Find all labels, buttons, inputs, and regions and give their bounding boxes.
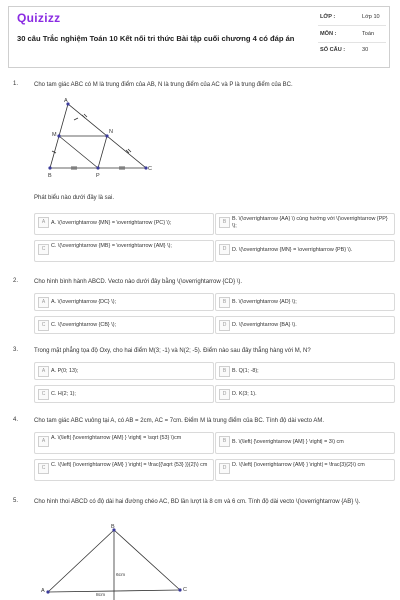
option-text: D. \(\left| {\overrightarrow {AM} } \right| = \frac{3}{2}\) cm	[232, 462, 365, 468]
answer-option-b[interactable]	[215, 213, 395, 235]
option-text: C. H(2; 1);	[51, 391, 76, 397]
meta-divider	[318, 42, 386, 43]
question-text: Cho hình thoi ABCD có độ dài hai đường chéo AC, BD lần lượt là 8 cm và 6 cm. Tính độ dài vecto \(\overrightarrow {AB} \).	[34, 499, 361, 505]
question-prompt: Phát biểu nào dưới đây là sai.	[34, 195, 115, 201]
question-text: Cho tam giác ABC có M là trung điểm của AB, N là trung điểm của AC và P là trung điểm của BC.	[34, 82, 293, 88]
option-text: C. \(\overrightarrow {MB} = \overrightarrow {AM} \);	[51, 243, 172, 249]
answer-option-c[interactable]	[34, 240, 214, 262]
option-badge: C	[38, 389, 49, 400]
option-badge: B	[219, 436, 230, 447]
option-badge: B	[219, 217, 230, 228]
option-badge: C	[38, 320, 49, 331]
label-p: P	[96, 173, 100, 179]
answer-option-d[interactable]	[215, 240, 395, 262]
option-badge: C	[38, 463, 49, 474]
option-text: C. \(\overrightarrow {CB} \);	[51, 322, 117, 328]
option-badge: D	[219, 320, 230, 331]
answer-option-a[interactable]	[34, 213, 214, 235]
option-badge: A	[38, 366, 49, 377]
answer-option-b[interactable]	[215, 293, 395, 311]
question-number: 1.	[13, 81, 19, 87]
worksheet-title: 30 câu Trắc nghiệm Toán 10 Kết nối tri thức Bài tập cuối chương 4 có đáp án	[17, 34, 295, 43]
option-badge: A	[38, 297, 49, 308]
option-text: A. P(0; 13);	[51, 368, 79, 374]
answer-option-a[interactable]	[34, 293, 214, 311]
option-text: A. \(\overrightarrow {MN} = \overrightarrow {PC} \);	[51, 220, 172, 226]
option-text: B. \(\overrightarrow {AD} \);	[232, 299, 297, 305]
quizizz-logo: Quizizz	[17, 11, 61, 25]
option-text: A. \(\left| {\overrightarrow {AM} } \right| = \sqrt {53} \)cm	[51, 435, 182, 441]
label-c: C	[183, 587, 187, 593]
option-badge: D	[219, 463, 230, 474]
option-text: B. Q(1; -8);	[232, 368, 259, 374]
answer-option-c[interactable]	[34, 316, 214, 334]
option-badge: A	[38, 436, 49, 447]
option-text: C. \(\left| {\overrightarrow {AM} } \right| = \frac{{\sqrt {53} }}{2}\) cm	[51, 462, 208, 468]
option-text: D. \(\overrightarrow {BA} \).	[232, 322, 297, 328]
label-a: A	[64, 98, 68, 104]
question-number: 3.	[13, 347, 19, 353]
meta-grade: LỚP : Lớp 10	[320, 14, 380, 20]
question-text: Cho hình bình hành ABCD. Vecto nào dưới đây bằng \(\overrightarrow {CD} \).	[34, 279, 243, 285]
option-badge: A	[38, 217, 49, 228]
answer-option-c[interactable]	[34, 385, 214, 403]
option-text: B. \(\overrightarrow {AA} \) cùng hướng với \(\overrightarrow {PP} \);	[232, 216, 388, 230]
question-text: Cho tam giác ABC vuông tại A, có AB = 2cm, AC = 7cm. Điểm M là trung điểm của BC. Tính độ dài vecto AM.	[34, 418, 325, 424]
label-n: N	[109, 129, 113, 135]
answer-option-d[interactable]	[215, 459, 395, 481]
label-c: C	[148, 166, 152, 172]
diagonal-bd-length: 6cm	[116, 573, 126, 578]
question-number: 5.	[13, 498, 19, 504]
option-text: D. \(\overrightarrow {MN} = \overrightarrow {PB} \).	[232, 247, 353, 253]
label-a: A	[41, 588, 45, 594]
question-number: 4.	[13, 417, 19, 423]
answer-option-a[interactable]	[34, 362, 214, 380]
answer-option-d[interactable]	[215, 316, 395, 334]
answer-option-d[interactable]	[215, 385, 395, 403]
answer-option-b[interactable]	[215, 432, 395, 454]
rhombus-figure	[40, 524, 200, 600]
answer-option-a[interactable]	[34, 432, 214, 454]
option-badge: B	[219, 366, 230, 377]
option-text: B. \(\left| {\overrightarrow {AM} } \right| = 3\) cm	[232, 439, 344, 445]
question-text: Trong mặt phẳng tọa độ Oxy, cho hai điểm M(3; -1) và N(2; -5). Điểm nào sau đây thẳng hàng với M, N?	[34, 348, 311, 354]
meta-subject: MÔN : Toán	[320, 31, 375, 37]
option-text: A. \(\overrightarrow {DC} \);	[51, 299, 117, 305]
meta-divider	[318, 25, 386, 26]
label-b: B	[111, 524, 115, 530]
label-m: M	[52, 132, 57, 138]
option-badge: D	[219, 389, 230, 400]
option-badge: D	[219, 244, 230, 255]
answer-option-c[interactable]	[34, 459, 214, 481]
option-text: D. K(3; 1).	[232, 391, 257, 397]
option-badge: B	[219, 297, 230, 308]
diagonal-ac-length: 8cm	[96, 593, 106, 598]
meta-count: SỐ CÂU : 30	[320, 47, 369, 53]
question-number: 2.	[13, 278, 19, 284]
triangle-abc-figure	[46, 96, 158, 180]
label-b: B	[48, 173, 52, 179]
answer-option-b[interactable]	[215, 362, 395, 380]
option-badge: C	[38, 244, 49, 255]
